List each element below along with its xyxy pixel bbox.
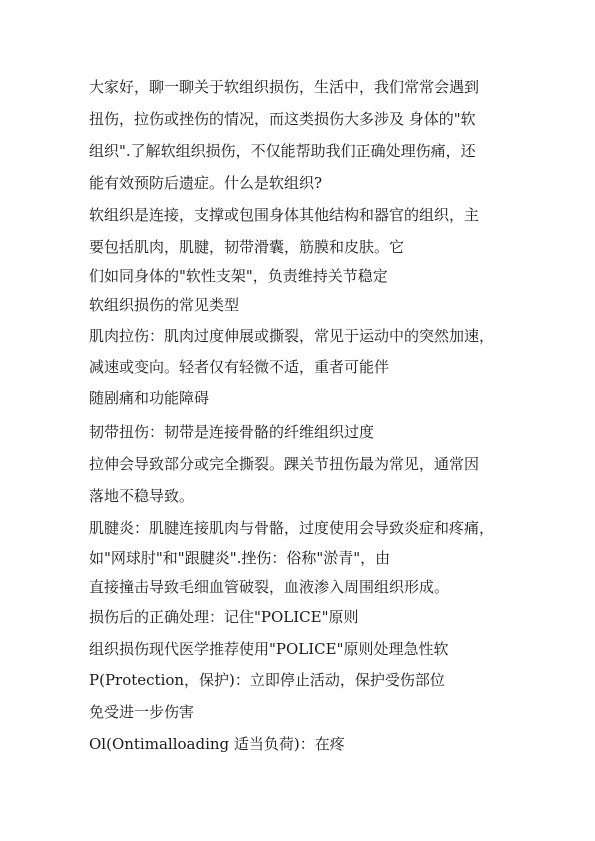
text-line: 落地不稳导致。 [89, 487, 195, 505]
text-line: 随剧痛和功能障碍 [89, 389, 210, 407]
text-line: P(Protection，保护)：立即停止活动，保护受伤部位 [89, 671, 445, 689]
text-line: 减速或变向。轻者仅有轻微不适，重者可能伴 [89, 358, 390, 376]
section-heading: 损伤后的正确处理：记住"POLICE"原则 [89, 608, 359, 626]
text-line: 要包括肌肉，肌腱，韧带滑囊，筋膜和皮肤。它 [89, 238, 405, 256]
text-line: 拉伸会导致部分或完全撕裂。踝关节扭伤最为常见，通常因 [89, 455, 480, 473]
text-line: 软组织是连接，支撑或包围身体其他结构和器官的组织，主 [89, 206, 480, 224]
text-line: 如"网球肘"和"跟腱炎".挫伤：俗称"淤青"，由 [89, 549, 391, 567]
text-line: 扭伤，拉伤或挫伤的情况，而这类损伤大多涉及 身体的"软 [89, 110, 476, 128]
section-heading: 软组织损伤的常见类型 [89, 296, 240, 314]
text-line: 组织".了解软组织损伤，不仅能帮助我们正确处理伤痛，还 [89, 142, 476, 160]
text-line: 能有效预防后遗症。什么是软组织? [89, 174, 323, 192]
text-line: 直接撞击导致毛细血管破裂，血液渗入周围组织形成。 [89, 578, 450, 596]
text-line: 大家好，聊一聊关于软组织损伤，生活中，我们常常会遇到 [89, 78, 480, 96]
text-line: 组织损伤现代医学推荐使用"POLICE"原则处理急性软 [89, 640, 449, 658]
text-line: 免受进一步伤害 [89, 703, 195, 721]
text-line: Ol(Ontimalloading 适当负荷)：在疼 [89, 735, 345, 753]
text-line: 们如同身体的"软性支架"，负责维持关节稳定 [89, 267, 388, 285]
text-line: 肌腱炎：肌腱连接肌肉与骨骼，过度使用会导致炎症和疼痛， [89, 519, 495, 537]
text-line: 韧带扭伤：韧带是连接骨骼的纤维组织过度 [89, 423, 375, 441]
text-line: 肌肉拉伤：肌肉过度伸展或撕裂，常见于运动中的突然加速， [89, 327, 495, 345]
